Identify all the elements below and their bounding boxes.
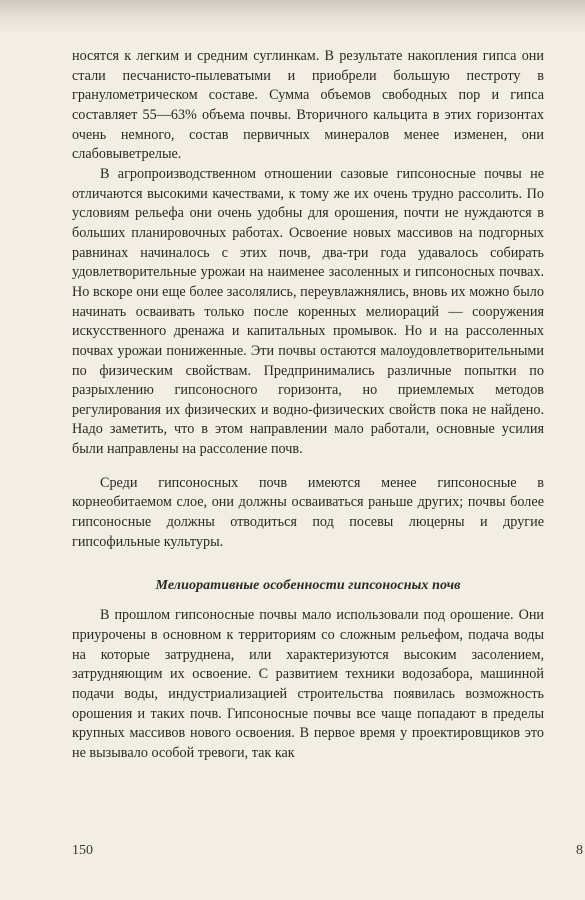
paragraph-gypsum-soils: Среди гипсоносных почв имеются менее гипсоносные в корнеобитаемом слое, они должны осваиваться раньше других; почвы более гипсоносные должны отводиться под посевы люцерны и другие гипсофильные культуры. bbox=[72, 474, 544, 550]
paragraph-agro-properties: В агропроизводственном отношении сазовые гипсоносные почвы не отличаются высокими качествами, к тому же их очень трудно рассолить. По условиям рельефа они очень удобны для орошения, почти не нуждаются в больших планировочных работах. Освоение новых массивов на подгорных равнинах начиналось с этих почв, два-три года удавалось собирать удовлетворительные урожаи на наименее засоленных и гипсоносных почвах. Но вскоре они еще более засолялись, переувлажнялись, вновь их можно было начинать осваивать только после коренных мелиораций — сооружения искусственного дренажа и капитальных промывок. Но и на рассоленных почвах урожаи пониженные. Эти почвы остаются малоудовлетворительными по физическим свойствам. Предпринимались различные попытки по разрыхлению гипсоносного горизонта, но приемлемых методов регулирования их физических и водно-физических свойств пока не найдено. Надо заметить, что в этом направлении мало работали, основные усилия были направлены на рассоление почв. bbox=[72, 165, 544, 458]
page-number: 150 bbox=[72, 843, 93, 858]
paragraph-reclamation: В прошлом гипсоносные почвы мало использовали под орошение. Они приурочены в основном к территориям со сложным рельефом, подача воды на которые затруднена, или характеризуются высоким засолением, затрудняющим их освоение. С развитием техники водозабора, машинной подачи воды, индустриализацией строительства появилась возможность орошения и таких почв. Гипсоносные почвы все чаще попадают в пределы крупных массивов нового освоения. В первое время у проектировщиков это не вызывало особой тревоги, так как bbox=[72, 607, 544, 761]
page-body bbox=[72, 47, 544, 764]
section-heading: Мелиоративные особенности гипсоносных почв bbox=[155, 578, 461, 594]
edge-page-mark: 8 bbox=[576, 843, 583, 858]
paragraph-continuation: носятся к легким и средним суглинкам. В результате накопления гипса они стали песчанисто-пылеватыми и приобрели большую пестроту в гранулометрическом составе. Сумма объемов свободных пор и гипса составляет 55—63% объема почвы. Вторичного кальцита в этих горизонтах очень немного, состав первичных минералов менее изменен, они слабовыветрелые. bbox=[72, 48, 544, 163]
scan-top-shadow bbox=[0, 0, 585, 34]
